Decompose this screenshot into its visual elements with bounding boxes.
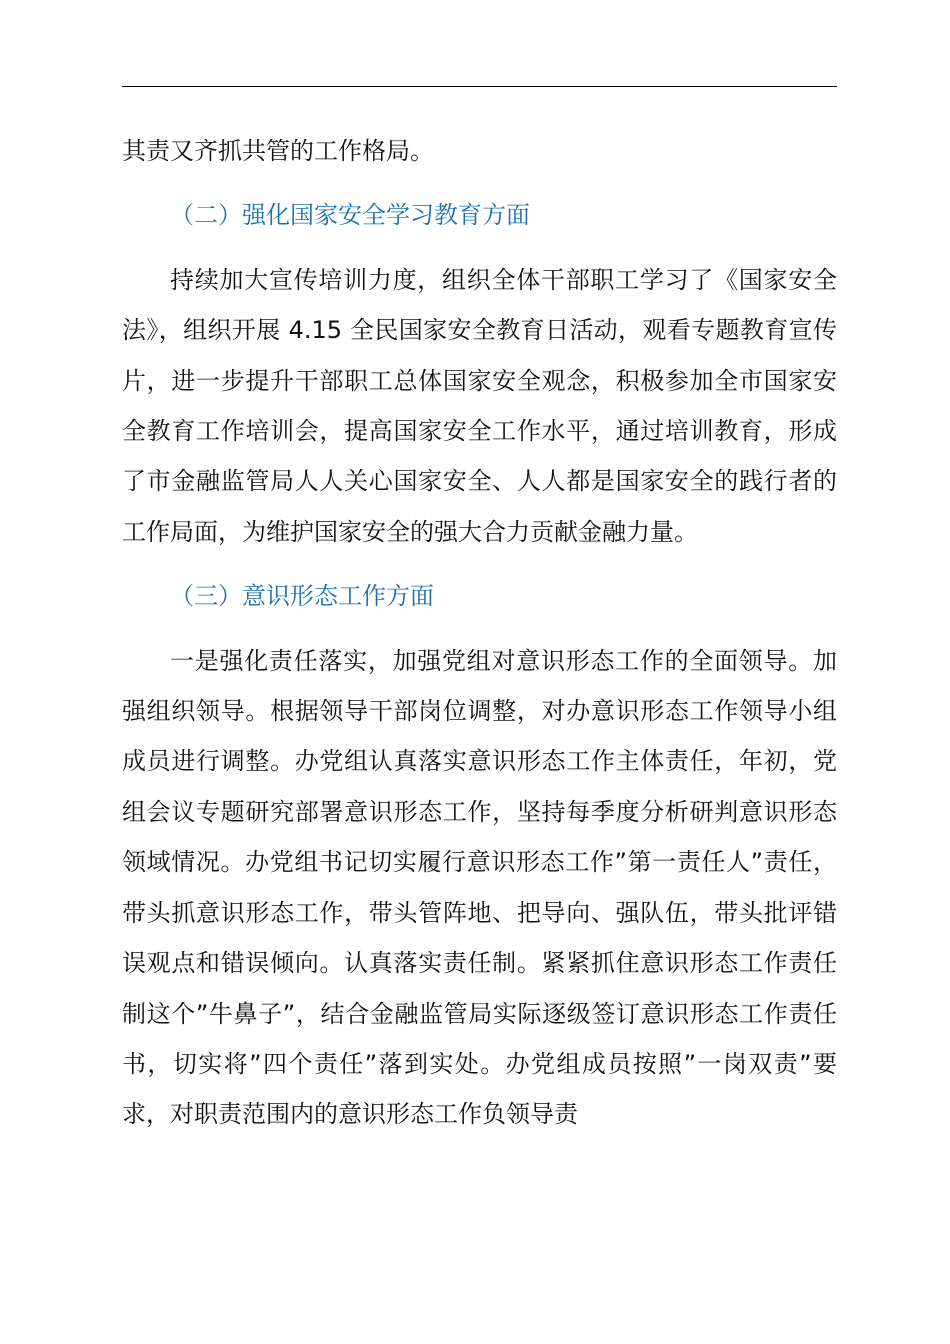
section-body-2: 持续加大宣传培训力度，组织全体干部职工学习了《国家安全法》，组织开展 4.15 全民国家安全教育日活动，观看专题教育宣传片，进一步提升干部职工总体国家安全观念，积极参加全市国家安全教育工作培训会，提高国家安全工作水平，通过培训教育，形成了市金融监管局人人关心国家安全、人人都是国家安全的践行者的工作局面，为维护国家安全的强大合力贡献金融力量。 — [122, 265, 837, 546]
document-body — [122, 126, 837, 1140]
header-rule — [122, 86, 837, 87]
section-heading-3: （三）意识形态工作方面 — [170, 582, 434, 611]
continuation-paragraph: 其责又齐抓共管的工作格局。 — [122, 137, 434, 165]
section-body-3: 一是强化责任落实，加强党组对意识形态工作的全面领导。加强组织领导。根据领导干部岗位调整，对办意识形态工作领导小组成员进行调整。办党组认真落实意识形态工作主体责任，年初，党组会议专题研究部署意识形态工作，坚持每季度分析研判意识形态领域情况。办党组书记切实履行意识形态工作”第一责任人”责任，带头抓意识形态工作，带头管阵地、把导向、强队伍，带头批评错误观点和错误倾向。认真落实责任制。紧紧抓住意识形态工作责任制这个”牛鼻子”，结合金融监管局实际逐级签订意识形态工作责任书，切实将”四个责任”落到实处。办党组成员按照”一岗双责”要求，对职责范围内的意识形态工作负领导责 — [122, 646, 837, 1129]
section-heading-2: （二）强化国家安全学习教育方面 — [170, 201, 530, 230]
